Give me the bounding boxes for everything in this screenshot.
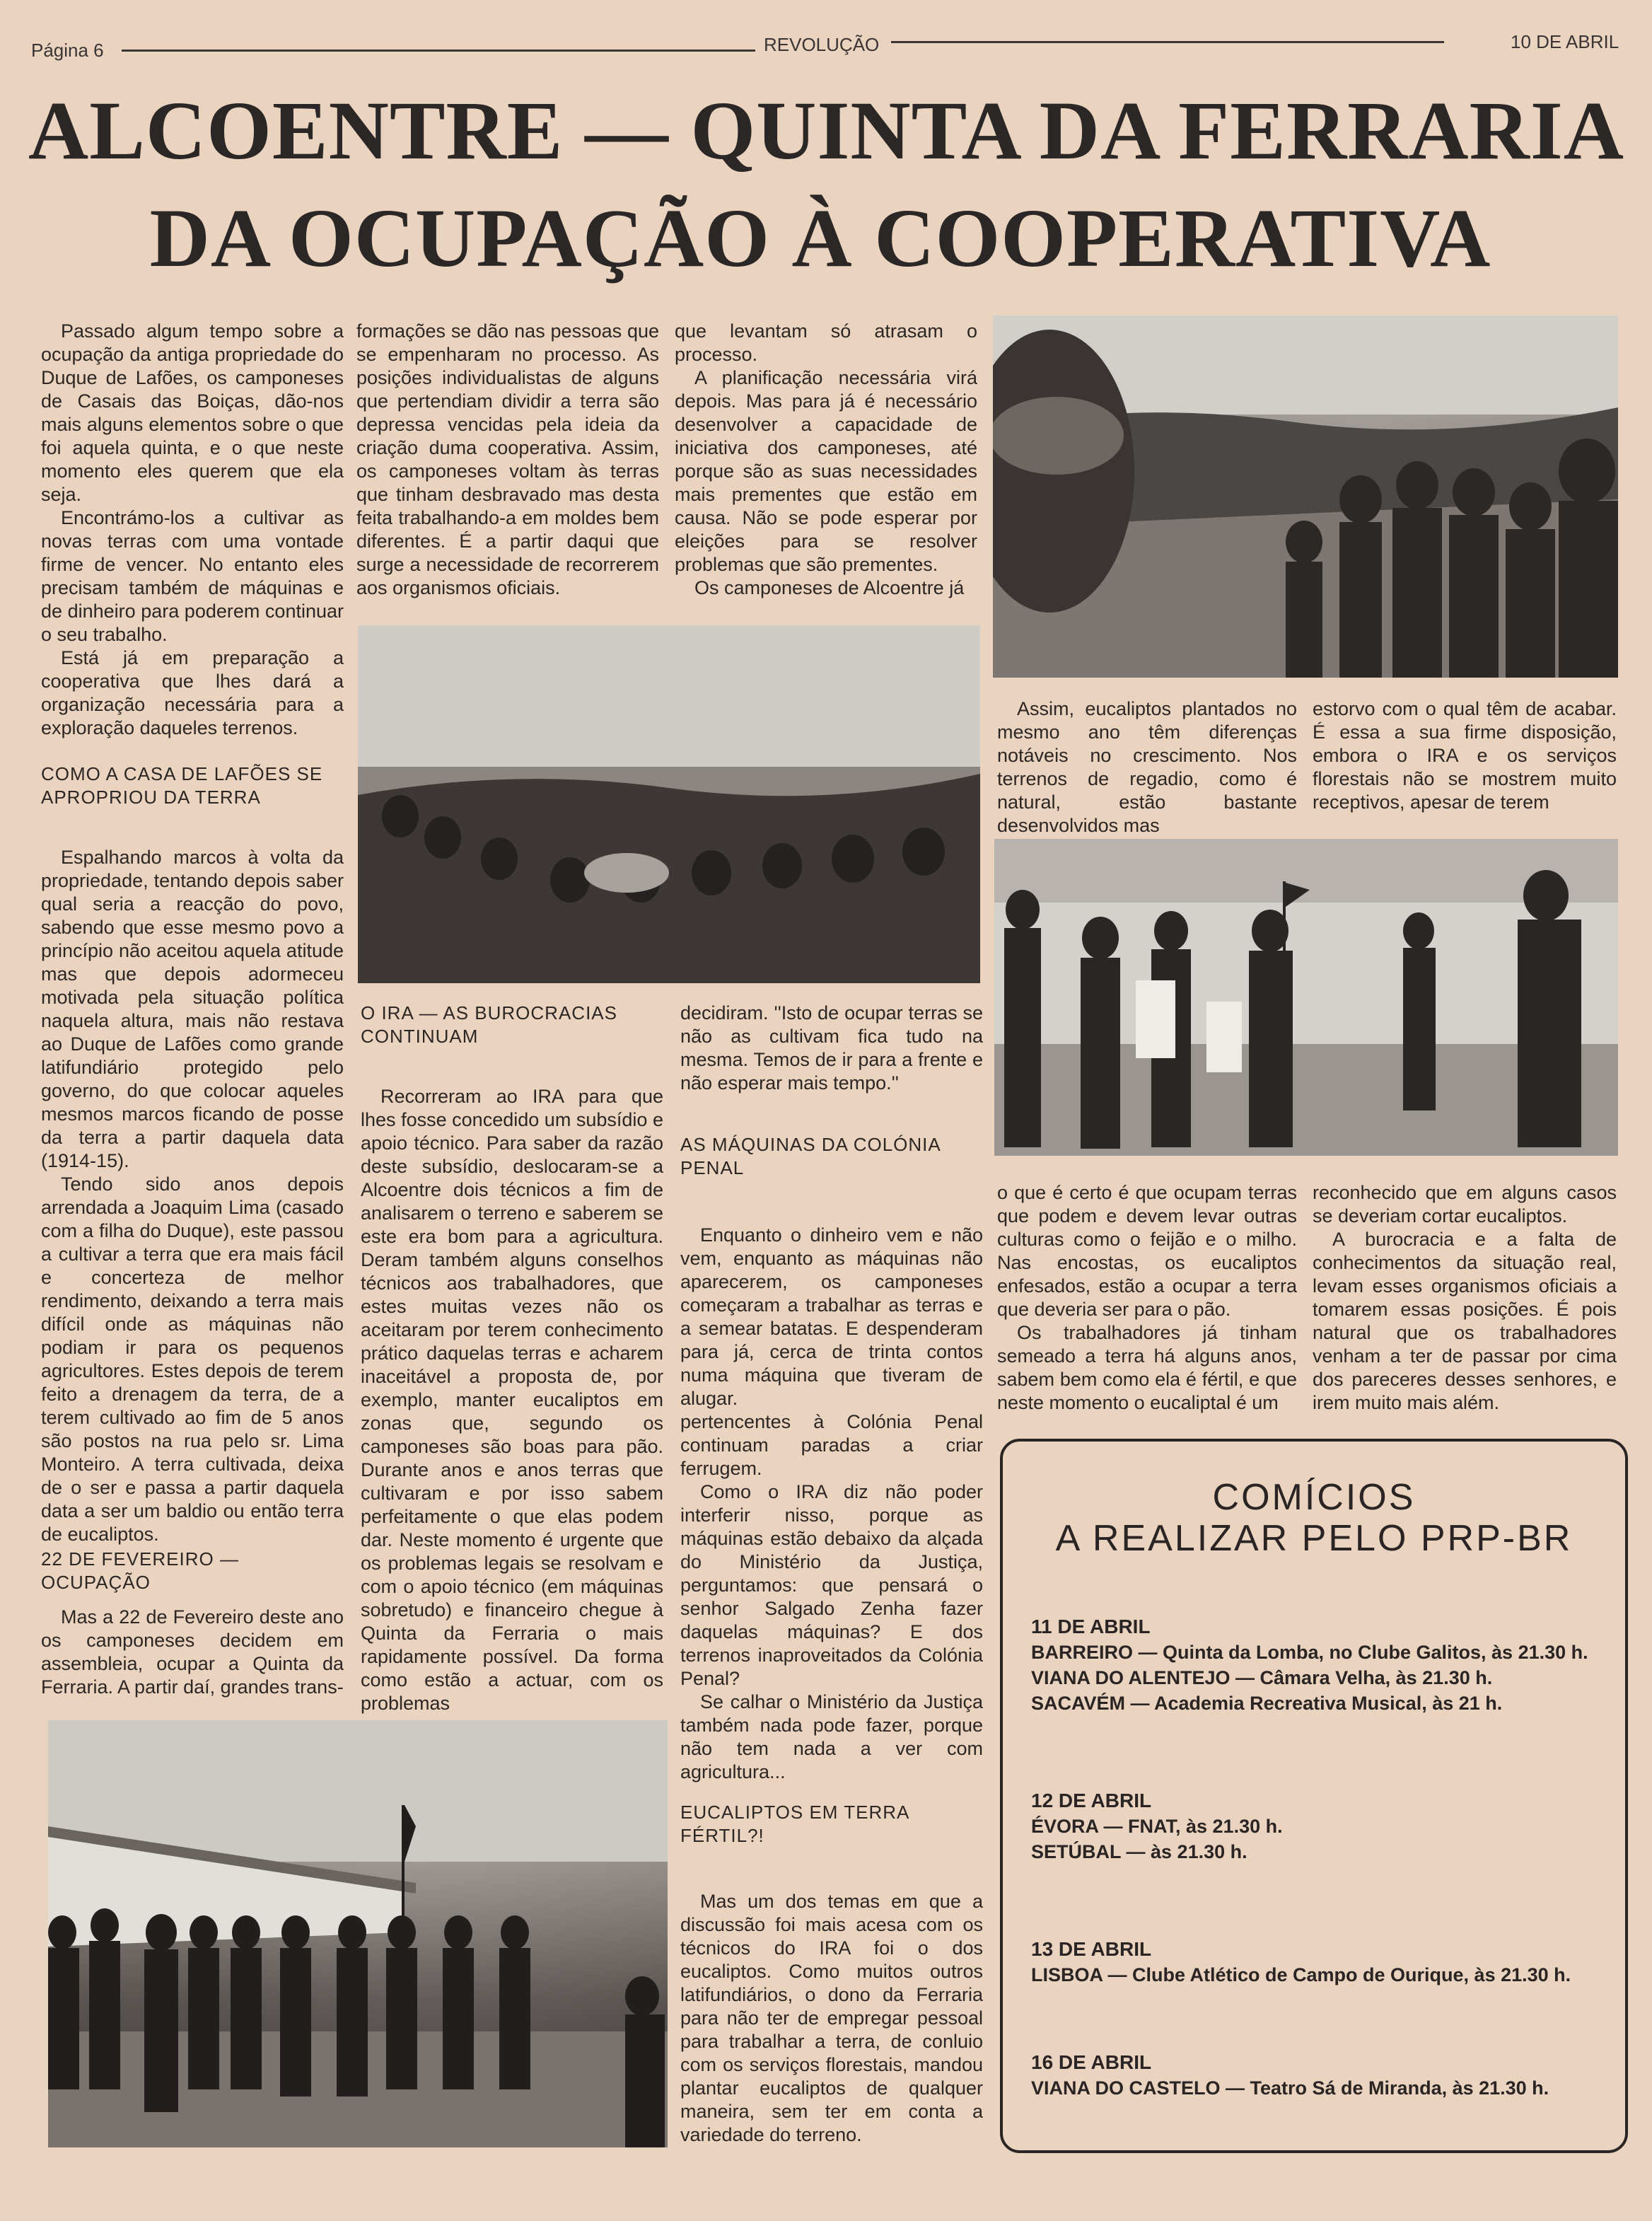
- column-3-middle: [680, 1224, 983, 1784]
- paragraph: Assim, eucaliptos plantados no mesmo ano têm diferenças notáveis no crescimento. Nos terrenos de regadio, como é natural, estão bastante desenvolvidos mas: [997, 698, 1297, 836]
- paragraph: decidiram. ''Isto de ocupar terras se não as cultivam fica tudo na mesma. Temos de ir para a frente e não esperar mais tempo.'': [680, 1002, 983, 1094]
- paragraph: formações se dão nas pessoas que se empenharam no processo. As posições individualistas de alguns que pertendiam dividir a terra são depressa vencidas pela ideia da criação duma cooperativa. Assim, os camponeses voltam às terras que tinham desbravado mas desta feita trabalhando-a em moldes bem diferentes. É a partir daqui que surge a necessidade de recorrerem aos organismos oficiais.: [356, 320, 659, 598]
- paragraph: Os trabalhadores já tinham semeado a terra há alguns anos, sabem bem como ela é fértil, e que neste momento o eucaliptal é um: [997, 1322, 1297, 1413]
- event-date: 11 DE ABRIL: [1031, 1616, 1151, 1637]
- paragraph: Espalhando marcos à volta da propriedade, tentando depois saber qual seria a reacção do povo, sabendo que esse mesmo povo a princípio não aceitou aquela atitude mas que depois adormeceu motivada pela situação política naquela altura, mais não restava ao Duque de Lafões como grande latifundiário protegido pelo governo, do que colocar aqueles mesmos marcos ficando de posse da terra a partir daquela data (1914-15).: [41, 847, 344, 1171]
- header-rule-left: [122, 50, 755, 52]
- column-4-top: [997, 697, 1297, 837]
- paragraph: Mas um dos temas em que a discussão foi mais acesa com os técnicos do IRA foi o dos eucaliptos. Como muitos outros latifundiários, o dono da Ferraria para não ter de empregar pessoal para trabalhar a terra, de conluio com os serviços florestais, mandou plantar eucaliptos de qualquer maneira, sem ter em conta a variedade do terreno.: [680, 1891, 983, 2145]
- paragraph: Como o IRA diz não poder interferir nisso, porque as máquinas estão debaixo da alçada do Ministério da Justiça, perguntamos: que pensará o senhor Salgado Zenha fazer daquelas máquinas? E dos terrenos inaproveitados da Colónia Penal?: [680, 1481, 983, 1689]
- event-item: VIANA DO CASTELO — Teatro Sá de Miranda, às 21.30 h.: [1031, 2077, 1549, 2099]
- column-4-bottom: [997, 1181, 1297, 1415]
- column-1-intro: [41, 320, 344, 740]
- headline-line-2: DA OCUPAÇÃO À COOPERATIVA: [149, 192, 1491, 284]
- rallies-announcement-box: [1000, 1439, 1628, 2153]
- paragraph: Se calhar o Ministério da Justiça também nada pode fazer, porque não tem nada a ver com agricultura...: [680, 1691, 983, 1782]
- box-title-line-2: A REALIZAR PELO PRP-BR: [1055, 1518, 1573, 1559]
- photo-villagers-landscape: [993, 315, 1618, 678]
- header-rule-right: [891, 41, 1444, 43]
- paragraph: pertencentes à Colónia Penal continuam paradas a criar ferrugem.: [680, 1411, 983, 1479]
- subheading: O IRA — AS BUROCRACIAS CONTINUAM: [361, 1002, 617, 1047]
- column-3-top: [675, 320, 977, 600]
- column-3-after-photo: [680, 1002, 983, 1095]
- event-group: [1031, 1937, 1611, 1988]
- event-date: 12 DE ABRIL: [1031, 1790, 1152, 1811]
- paragraph: Tendo sido anos depois arrendada a Joaquim Lima (casado com a filha do Duque), este passou a cultivar a terra que era mais fácil e concerteza de melhor rendimento, deixando a terra mais difícil onde as máquinas não podiam ir para os pequenos agricultores. Estes depois de terem feito a drenagem da terra, de a terem cultivado ao fim de 5 anos são postos na rua pelo sr. Lima Monteiro. A terra cultivada, deixa de o ser e passa a partir daquela data a ser um baldio ou então terra de eucaliptos.: [41, 1173, 344, 1545]
- column-1-end: [41, 1606, 344, 1699]
- page-number: Página 6: [31, 40, 104, 61]
- event-date: 13 DE ABRIL: [1031, 1938, 1152, 1960]
- paragraph: que levantam só atrasam o processo.: [675, 320, 977, 365]
- subheading-ira: [361, 1002, 665, 1048]
- paragraph: Encontrámo-los a cultivar as novas terras com uma vontade firme de vencer. No entanto eles precisam também de máquinas e de dinheiro para poderem continuar o seu trabalho.: [41, 507, 344, 645]
- subheading-ocupacao: [41, 1548, 344, 1594]
- paragraph: Recorreram ao IRA para que lhes fosse concedido um subsídio e apoio técnico. Para saber da razão deste subsídio, deslocaram-se a Alcoentre dois técnicos a fim de analisarem o terreno e saberem se este era bom para a agricultura. Deram também alguns conselhos técnicos aos trabalhadores, que estes muitas vezes não os aceitaram por terem conhecimento prático daquelas terras e acharem inaceitável a proposta de, por exemplo, manter eucaliptos em zonas que, segundo os camponeses são boas para pão. Durante anos e anos terras que cultivaram e por isso sabem perfeitamente o que elas podem dar. Neste momento é urgente que os problemas legais se resolvam e com o apoio técnico (em máquinas sobretudo) e financeiro chegue à Quinta da Ferraria o mais rapidamente possível. Da forma como estão a actuar, com os problemas: [361, 1086, 663, 1714]
- event-group: [1031, 1788, 1611, 1865]
- event-item: SACAVÉM — Academia Recreativa Musical, às 21 h.: [1031, 1693, 1503, 1714]
- paragraph: o que é certo é que ocupam terras que podem e devem levar outras culturas como o feijão e o milho. Nas encostas, os eucaliptos enfesados, estão a ocupar a terra que deveria ser para o pão.: [997, 1182, 1297, 1320]
- event-item: LISBOA — Clube Atlético de Campo de Ourique, às 21.30 h.: [1031, 1964, 1571, 1985]
- subheading: AS MÁQUINAS DA COLÓNIA PENAL: [680, 1134, 941, 1178]
- paragraph: Está já em preparação a cooperativa que lhes dará a organização necessária para a exploração daqueles terrenos.: [41, 647, 344, 738]
- column-5-bottom: [1313, 1181, 1617, 1415]
- paragraph: A planificação necessária virá depois. Mas para já é necessário desenvolver a capacidade de iniciativa dos camponeses, até porque são as suas necessidades mais prementes que estão em causa. Não se pode esperar por eleições para se resolver problemas que são prementes.: [675, 367, 977, 575]
- subheading: 22 DE FEVEREIRO — OCUPAÇÃO: [41, 1548, 239, 1593]
- event-group: [1031, 1614, 1611, 1716]
- subheading-maquinas: [680, 1133, 983, 1180]
- subheading-eucaliptos: [680, 1801, 983, 1848]
- event-item: BARREIRO — Quinta da Lomba, no Clube Galitos, às 21.30 h.: [1031, 1642, 1588, 1663]
- subheading: EUCALIPTOS EM TERRA FÉRTIL?!: [680, 1802, 909, 1846]
- column-2-top: [356, 320, 659, 600]
- event-item: VIANA DO ALENTEJO — Câmara Velha, às 21.30 h.: [1031, 1667, 1493, 1688]
- paragraph: Os camponeses de Alcoentre já: [694, 577, 965, 598]
- photo-farm-workers: [48, 1720, 668, 2147]
- box-title-line-1: COMÍCIOS: [1212, 1477, 1416, 1518]
- event-group: [1031, 2050, 1611, 2101]
- column-3-end: [680, 1890, 983, 2147]
- event-item: ÉVORA — FNAT, às 21.30 h.: [1031, 1816, 1283, 1837]
- event-item: SETÚBAL — às 21.30 h.: [1031, 1841, 1247, 1862]
- paragraph: A burocracia e a falta de conhecimentos da situação real, levam esses organismos oficiais a tomarem essas posições. É pois natural que os trabalhadores venham a ter de passar por cima dos pareceres desses senhores, e irem muito mais além.: [1313, 1229, 1617, 1413]
- newspaper-name: REVOLUÇÃO: [764, 34, 880, 55]
- paragraph: Enquanto o dinheiro vem e não vem, enquanto as máquinas não aparecerem, os camponeses começaram a trabalhar as terras e a semear batatas. E despenderam para já, cerca de trinta contos numa máquina que tiveram de alugar.: [680, 1224, 983, 1409]
- paragraph: Passado algum tempo sobre a ocupação da antiga propriedade do Duque de Lafões, os camponeses de Casais das Boiças, dão-nos mais alguns elementos sobre o que foi aquela quinta, e o que neste momento eles querem que ela seja.: [41, 320, 344, 505]
- paragraph: Mas a 22 de Fevereiro deste ano os camponeses decidem em assembleia, ocupar a Quinta da Ferraria. A partir daí, grandes trans-: [41, 1606, 344, 1698]
- photo-women-gathering: [994, 839, 1618, 1156]
- column-2-middle: [361, 1085, 663, 1715]
- headline-line-1: ALCOENTRE — QUINTA DA FERRARIA: [28, 84, 1624, 177]
- paragraph: estorvo com o qual têm de acabar. É essa a sua firme disposição, embora o IRA e os serviços florestais não se mostrem muito receptivos, apesar de terem: [1313, 698, 1617, 813]
- column-1-middle: [41, 846, 344, 1546]
- issue-date: 10 DE ABRIL: [1511, 31, 1619, 52]
- photo-crowd-assembly: [358, 625, 980, 983]
- subheading: COMO A CASA DE LAFÕES SE APROPRIOU DA TERRA: [41, 763, 323, 808]
- column-5-top: [1313, 697, 1617, 814]
- event-date: 16 DE ABRIL: [1031, 2051, 1152, 2073]
- paragraph: reconhecido que em alguns casos se deveriam cortar eucaliptos.: [1313, 1182, 1617, 1227]
- subheading-casa-lafoes: [41, 762, 344, 809]
